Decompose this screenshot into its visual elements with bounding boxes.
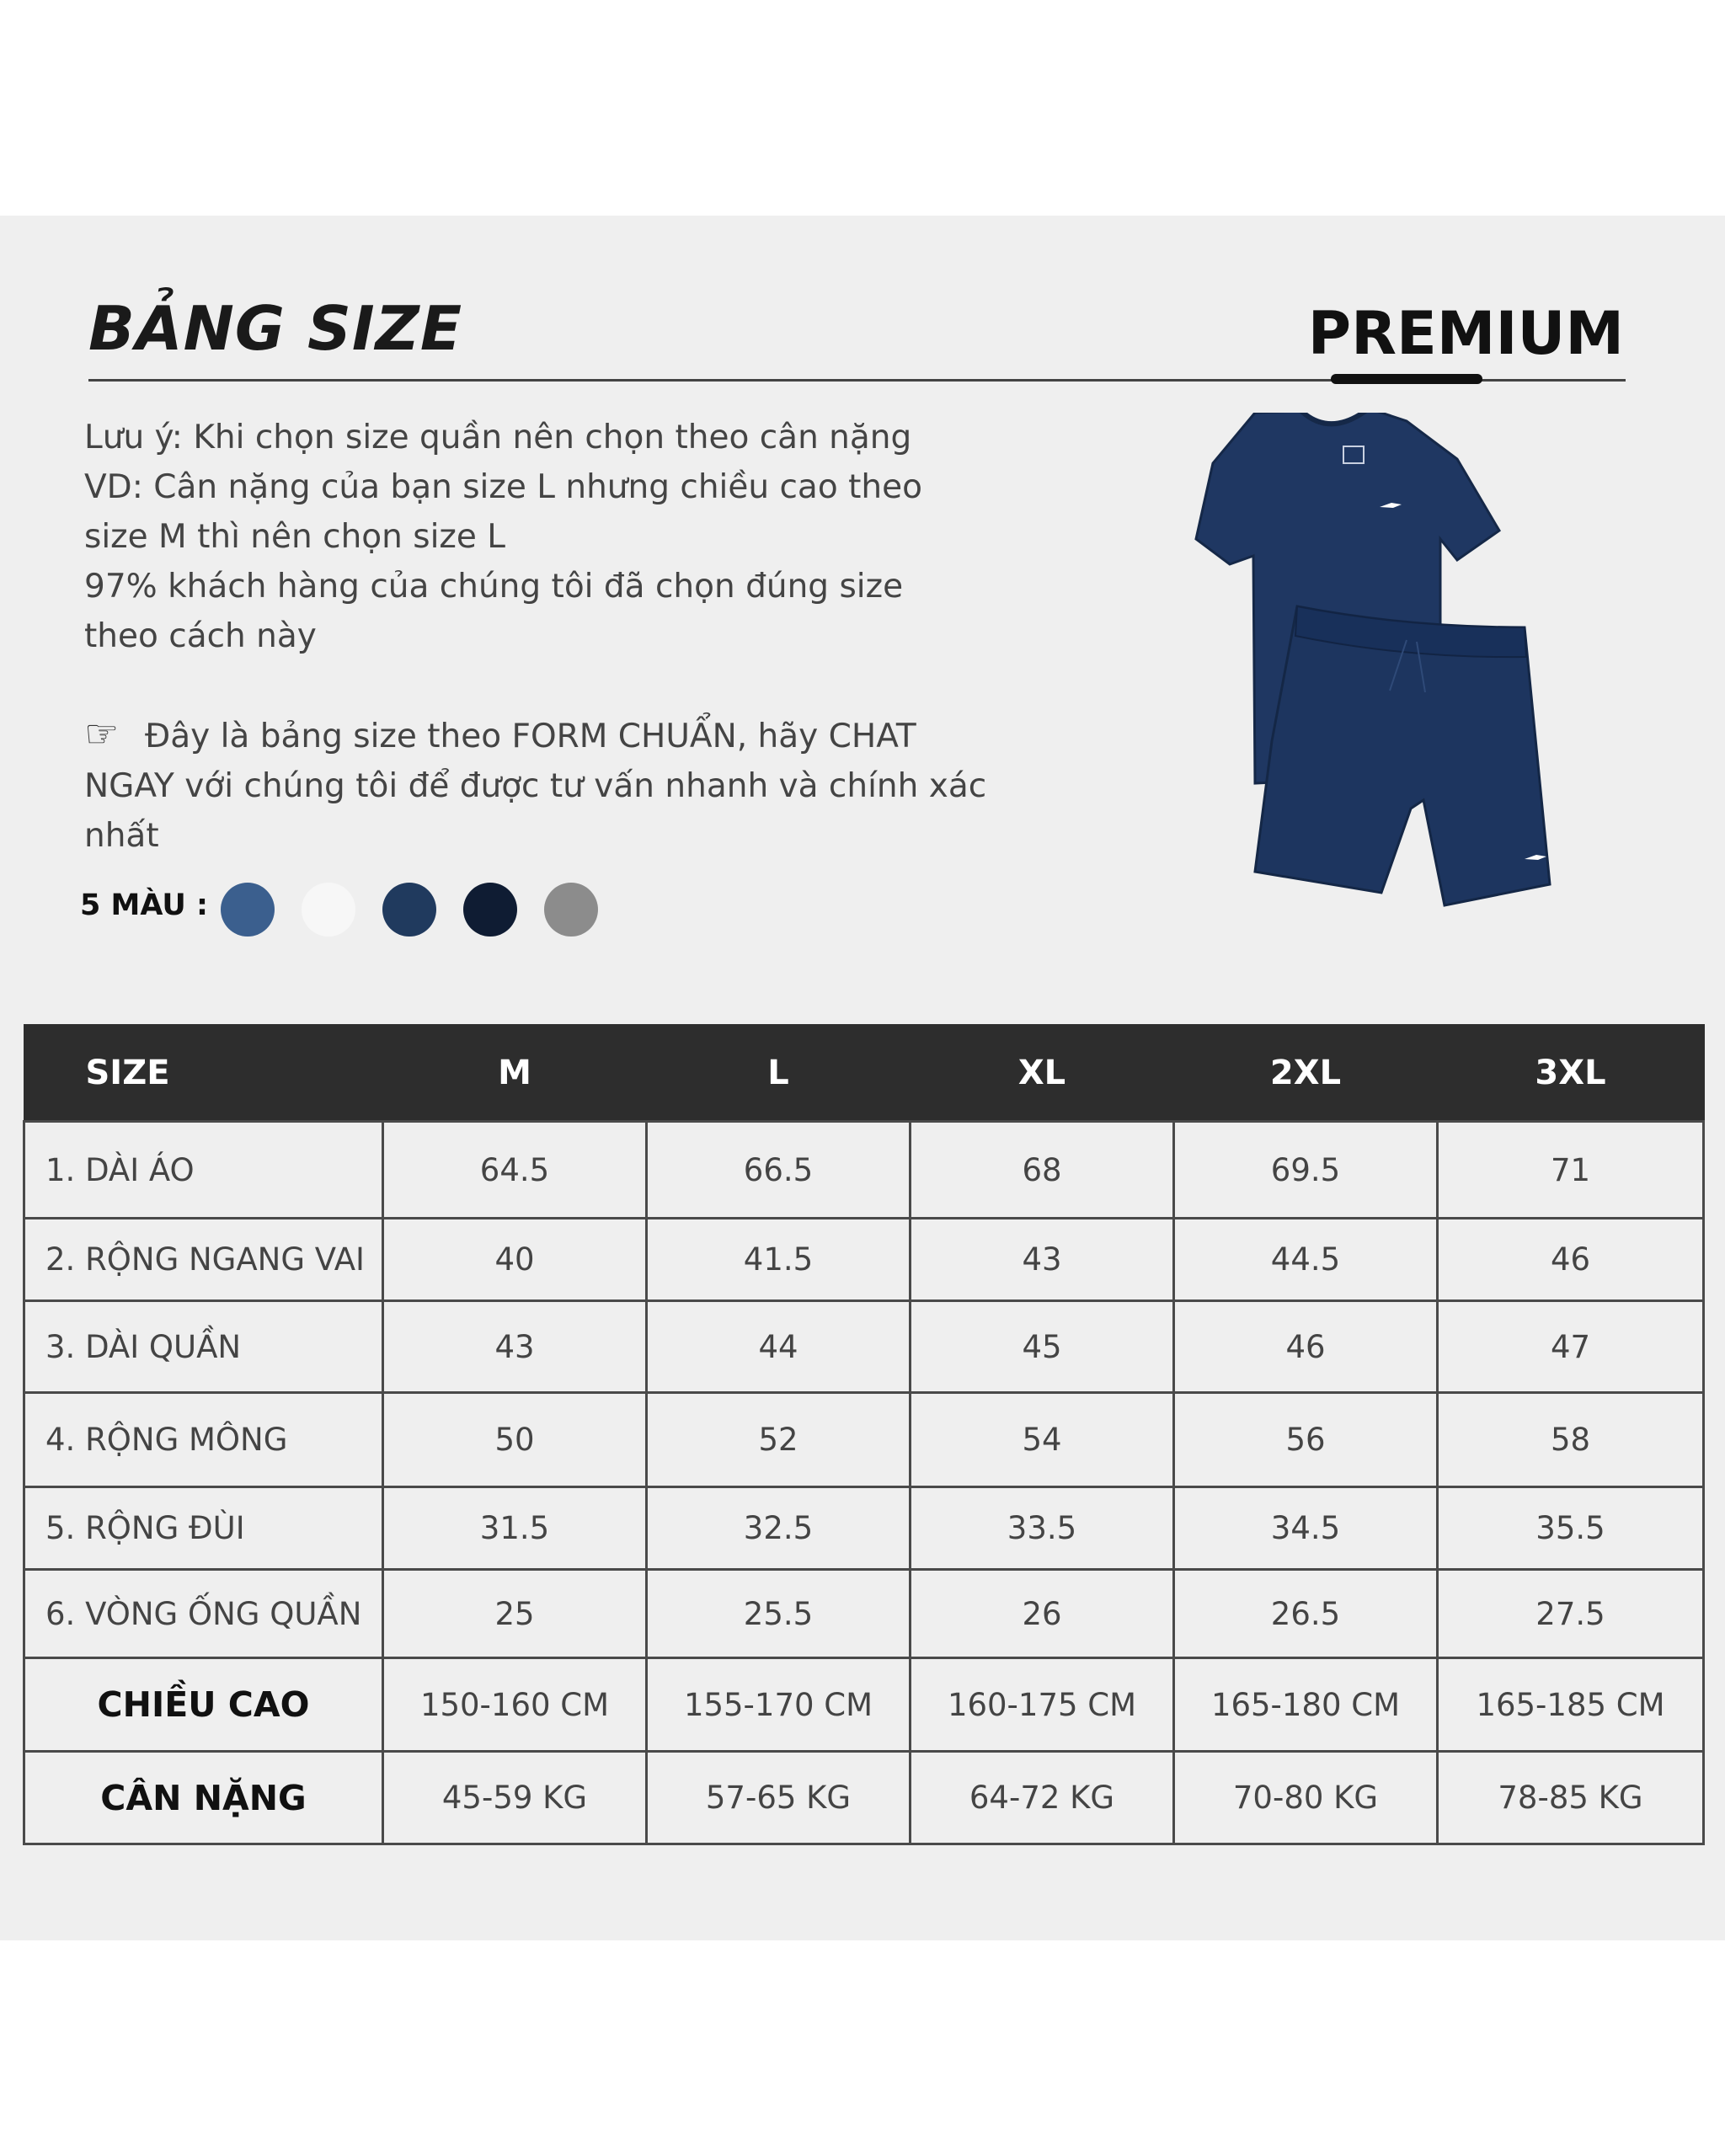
table-cell: 44 [647, 1301, 911, 1393]
table-cell: 32.5 [647, 1487, 911, 1570]
table-cell: 66.5 [647, 1122, 911, 1219]
table-cell: 54 [911, 1393, 1174, 1487]
table-cell: 165-185 CM [1438, 1658, 1704, 1752]
color-swatch-dark-navy[interactable] [463, 883, 517, 937]
table-cell: 68 [911, 1122, 1174, 1219]
table-cell: 50 [383, 1393, 647, 1487]
table-cell: 64.5 [383, 1122, 647, 1219]
table-cell: 47 [1438, 1301, 1704, 1393]
row-label: 3. DÀI QUẦN [24, 1301, 383, 1393]
pointing-hand-icon: ☞ [84, 711, 120, 756]
table-cell: 46 [1438, 1219, 1704, 1301]
table-cell: 45-59 KG [383, 1752, 647, 1844]
row-label: 6. VÒNG ỐNG QUẦN [24, 1570, 383, 1658]
table-cell: 26 [911, 1570, 1174, 1658]
column-header: L [647, 1025, 911, 1122]
cta-text: Đây là bảng size theo FORM CHUẨN, hãy CHAT NGAY với chúng tôi để được tư vấn nhanh và chính xác nhất [84, 718, 987, 855]
table-row [24, 1219, 1704, 1301]
row-label: 2. RỘNG NGANG VAI [24, 1219, 383, 1301]
table-header-row [24, 1025, 1704, 1122]
color-swatch-grey[interactable] [544, 883, 598, 937]
table-cell: 34.5 [1174, 1487, 1438, 1570]
column-header: XL [911, 1025, 1174, 1122]
table-row [24, 1122, 1704, 1219]
column-header: 2XL [1174, 1025, 1438, 1122]
table-cell: 45 [911, 1301, 1174, 1393]
table-cell: 70-80 KG [1174, 1752, 1438, 1844]
note-line: theo cách này [84, 617, 317, 655]
table-cell: 52 [647, 1393, 911, 1487]
table-cell: 150-160 CM [383, 1658, 647, 1752]
page-title: BẢNG SIZE [88, 293, 463, 364]
note-line: VD: Cân nặng của bạn size L nhưng chiều cao theo [84, 468, 922, 506]
row-label: CÂN NẶNG [24, 1752, 383, 1844]
table-cell: 27.5 [1438, 1570, 1704, 1658]
size-table [23, 1024, 1705, 1845]
row-label: 1. DÀI ÁO [24, 1122, 383, 1219]
size-notes [84, 413, 1011, 661]
table-cell: 46 [1174, 1301, 1438, 1393]
table-row [24, 1487, 1704, 1570]
table-cell: 165-180 CM [1174, 1658, 1438, 1752]
column-header: M [383, 1025, 647, 1122]
column-header: 3XL [1438, 1025, 1704, 1122]
row-label: 4. RỘNG MÔNG [24, 1393, 383, 1487]
table-cell: 160-175 CM [911, 1658, 1174, 1752]
table-cell: 78-85 KG [1438, 1752, 1704, 1844]
chat-call-to-action [84, 709, 1011, 861]
table-cell: 43 [911, 1219, 1174, 1301]
table-row [24, 1658, 1704, 1752]
note-line: 97% khách hàng của chúng tôi đã chọn đúng size [84, 568, 904, 606]
table-cell: 69.5 [1174, 1122, 1438, 1219]
color-swatch-blue[interactable] [221, 883, 275, 937]
table-cell: 44.5 [1174, 1219, 1438, 1301]
brand-label: PREMIUM [1307, 299, 1624, 368]
table-row [24, 1570, 1704, 1658]
table-cell: 31.5 [383, 1487, 647, 1570]
column-header: SIZE [24, 1025, 383, 1122]
note-line: Lưu ý: Khi chọn size quần nên chọn theo cân nặng [84, 419, 912, 456]
table-cell: 25 [383, 1570, 647, 1658]
note-line: size M thì nên chọn size L [84, 518, 506, 556]
row-label: 5. RỘNG ĐÙI [24, 1487, 383, 1570]
color-swatch-navy[interactable] [382, 883, 436, 937]
table-cell: 56 [1174, 1393, 1438, 1487]
table-row [24, 1752, 1704, 1844]
table-cell: 40 [383, 1219, 647, 1301]
table-cell: 64-72 KG [911, 1752, 1174, 1844]
table-cell: 57-65 KG [647, 1752, 911, 1844]
color-swatch-white[interactable] [302, 883, 355, 937]
title-divider-accent [1331, 374, 1482, 384]
table-cell: 155-170 CM [647, 1658, 911, 1752]
table-cell: 33.5 [911, 1487, 1174, 1570]
table-cell: 25.5 [647, 1570, 911, 1658]
table-row [24, 1393, 1704, 1487]
table-cell: 35.5 [1438, 1487, 1704, 1570]
row-label: CHIỀU CAO [24, 1658, 383, 1752]
table-cell: 71 [1438, 1122, 1704, 1219]
tshirt-shorts-set-icon [1154, 413, 1592, 918]
table-cell: 58 [1438, 1393, 1704, 1487]
colors-label: 5 MÀU : [80, 889, 208, 922]
table-cell: 26.5 [1174, 1570, 1438, 1658]
table-row [24, 1301, 1704, 1393]
table-cell: 43 [383, 1301, 647, 1393]
table-cell: 41.5 [647, 1219, 911, 1301]
